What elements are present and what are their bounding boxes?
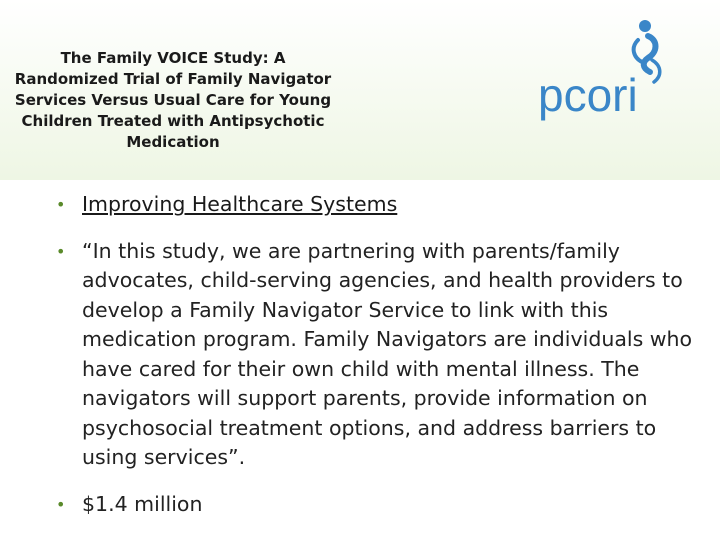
bullet-marker: • xyxy=(56,494,66,514)
bullet-marker: • xyxy=(56,241,66,261)
pcori-logo-text: pcori xyxy=(538,69,638,121)
pcori-logo xyxy=(530,18,680,128)
bullet-list xyxy=(56,190,696,536)
bullet-funding-amount xyxy=(56,490,696,520)
slide-title: The Family VOICE Study: A Randomized Trial of Family Navigator Services Versus Usual Care for Young Children Treated with Antipsychotic Medication xyxy=(14,49,332,151)
bullet-study-quote xyxy=(56,237,696,473)
program-area-link[interactable]: Improving Healthcare Systems xyxy=(82,192,398,216)
pcori-logo-figure-icon xyxy=(530,18,680,128)
bullet-marker: • xyxy=(56,195,66,214)
funding-amount-text: $1.4 million xyxy=(82,491,203,516)
study-quote-text: “In this study, we are partnering with parents/family advocates, child-serving agencies, and health providers to develop a Family Navigator Service to link with this medication program. Family Navigators are individuals who have cared for their own child with mental illness. The navigators will support parents, provide information on psychosocial treatment options, and address barriers to using services”. xyxy=(82,238,693,469)
bullet-program-area[interactable] xyxy=(56,190,696,220)
